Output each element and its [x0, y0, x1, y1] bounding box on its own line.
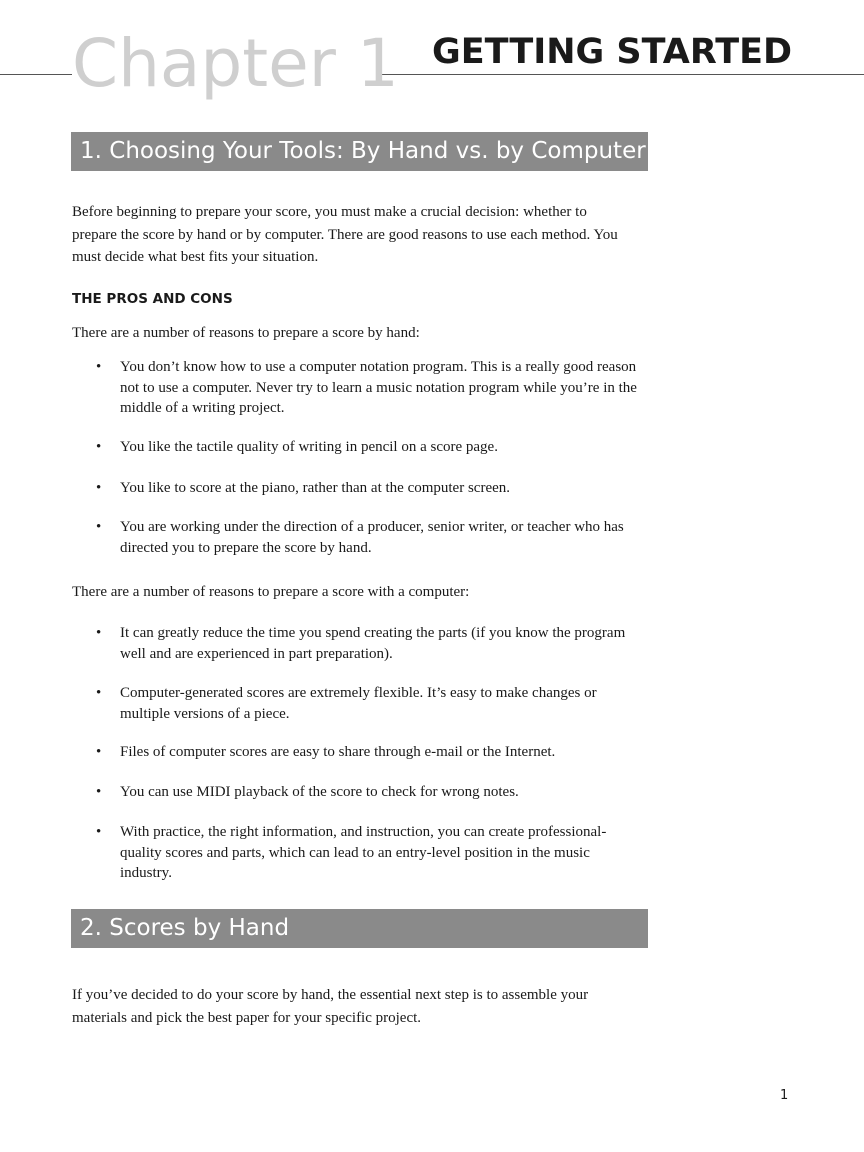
list-item-text: It can greatly reduce the time you spend creating the parts (if you know the program well and are experienced in part preparation). [120, 625, 626, 662]
bullet-icon: • [96, 439, 102, 455]
header-rule-right [382, 74, 864, 75]
list-item-text: Files of computer scores are easy to share through e-mail or the Internet. [120, 744, 556, 760]
list-item [96, 742, 640, 763]
page-number: 1 [780, 1088, 789, 1103]
bullet-icon: • [96, 685, 102, 701]
bullet-icon: • [96, 784, 102, 800]
chapter-number: Chapter 1 [72, 25, 399, 102]
list-item-text: You like the tactile quality of writing in pencil on a score page. [120, 439, 498, 455]
list-item [96, 517, 640, 558]
list-item [96, 683, 640, 724]
bullet-icon: • [96, 744, 102, 760]
bullet-icon: • [96, 519, 102, 535]
section-heading-tools: 1. Choosing Your Tools: By Hand vs. by Computer [71, 132, 648, 171]
list-item [96, 478, 640, 499]
list-item [96, 782, 640, 803]
list-item-text: You are working under the direction of a producer, senior writer, or teacher who has directed you to prepare the score by hand. [120, 519, 624, 556]
list-item-text: You don’t know how to use a computer notation program. This is a really good reason not to use a computer. Never try to learn a music notation program while you’re in the middle of a writing project. [120, 359, 637, 416]
intro-paragraph: Before beginning to prepare your score, you must make a crucial decision: whether to prepare the score by hand or by computer. There are good reasons to use each method. You must decide what best fits your situation. [72, 204, 618, 265]
bullet-icon: • [96, 625, 102, 641]
bullet-icon: • [96, 359, 102, 375]
bullet-icon: • [96, 480, 102, 496]
bullet-icon: • [96, 824, 102, 840]
list-item-text: Computer-generated scores are extremely flexible. It’s easy to make changes or multiple versions of a piece. [120, 685, 597, 722]
list-item [96, 437, 640, 458]
list-item-text: You can use MIDI playback of the score to check for wrong notes. [120, 784, 519, 800]
computer-reasons-intro: There are a number of reasons to prepare a score with a computer: [72, 584, 470, 600]
scores-by-hand-paragraph: If you’ve decided to do your score by hand, the essential next step is to assemble your materials and pick the best paper for your specific project. [72, 987, 589, 1026]
list-item [96, 822, 640, 884]
list-item [96, 357, 640, 419]
chapter-title: GETTING STARTED [432, 32, 793, 72]
header-rule-left [0, 74, 72, 75]
section-heading-scores-by-hand: 2. Scores by Hand [71, 909, 648, 948]
list-item-text: With practice, the right information, and instruction, you can create professional-quality scores and parts, which can lead to an entry-level position in the music industry. [120, 824, 607, 881]
list-item-text: You like to score at the piano, rather than at the computer screen. [120, 480, 511, 496]
pros-cons-subheading: THE PROS AND CONS [72, 291, 233, 307]
list-item [96, 623, 640, 664]
hand-reasons-intro: There are a number of reasons to prepare a score by hand: [72, 325, 420, 341]
